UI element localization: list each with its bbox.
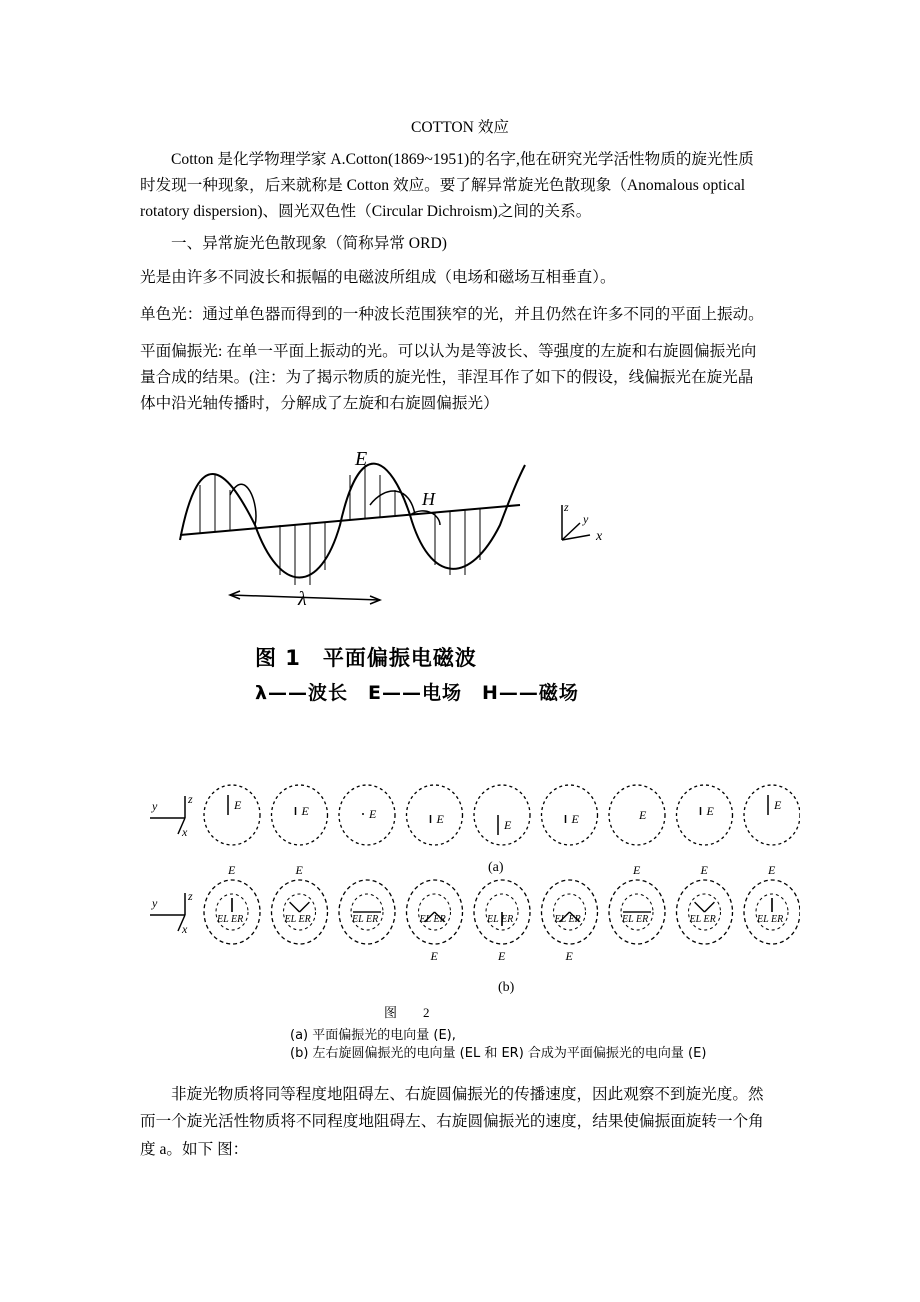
figure1-wave-diagram: [170, 445, 630, 615]
magnetic-field-wave: [230, 484, 440, 525]
vector-label-E: E: [436, 812, 444, 826]
polarization-circle: [204, 785, 260, 845]
axis-y: y: [152, 799, 158, 813]
paragraph-monochromatic: 单色光：通过单色器而得到的一种波长范围狭窄的光，并且仍然在许多不同的平面上振动。: [140, 306, 764, 323]
vector-labels-EL-ER: EL ER: [757, 914, 784, 925]
vector-label-E: E: [234, 798, 242, 812]
paragraph-plane-polarized: 量合成的结果。(注：为了揭示物质的旋光性，菲涅耳作了如下的假设，线偏振光在旋光晶: [140, 369, 754, 386]
polarization-circle: [744, 785, 800, 845]
intro-line: 时发现一种现象，后来就称是 Cotton 效应。要了解异常旋光色散现象（Anomalous optical: [140, 177, 746, 194]
axis-x: x: [182, 922, 188, 936]
figure1-legend: λ——波长 E——电场 H——磁场: [255, 682, 579, 704]
axis-z: z: [564, 500, 569, 514]
vector-label-E: E: [639, 808, 647, 822]
closing-line: 度 a。如下 图：: [140, 1141, 249, 1158]
closing-line: 而一个旋光活性物质将不同程度地阻碍左、右旋圆偏振光的速度，结果使偏振面旋转一个角: [140, 1113, 764, 1130]
axis-y: y: [583, 512, 589, 526]
polarization-circle: [272, 785, 328, 845]
vector-label-E: E: [774, 798, 782, 812]
polarization-circle: [474, 785, 530, 845]
paragraph-light: 光是由许多不同波长和振幅的电磁波所组成（电场和磁场互相垂直）。: [140, 269, 616, 286]
figure2-caption-a: (a) 平面偏振光的电向量 (E),: [290, 1028, 456, 1043]
vector-label-E: E: [504, 818, 512, 832]
EL-vector-arrow: [300, 902, 310, 912]
vector-labels-EL-ER: EL ER: [554, 914, 581, 925]
vector-label-E: E: [301, 804, 309, 818]
figure2-caption-b: (b) 左右旋圆偏振光的电向量 (EL 和 ER) 合成为平面偏振光的电向量 (E): [290, 1046, 707, 1061]
axis-z: z: [188, 792, 193, 806]
vector-labels-EL-ER: EL ER: [352, 914, 379, 925]
EL-vector-arrow: [695, 902, 705, 912]
vector-label-E: E: [700, 863, 708, 877]
vector-labels-EL-ER: EL ER: [487, 914, 514, 925]
vector-label-E: E: [498, 949, 506, 963]
vector-label-E: E: [369, 807, 377, 821]
vector-label-E: E: [565, 949, 573, 963]
axis-y: y: [152, 896, 158, 910]
paragraph-plane-polarized: 平面偏振光: 在单一平面上振动的光。可以认为是等波长、等强度的左旋和右旋圆偏振光向: [140, 343, 757, 360]
intro-line: Cotton 是化学物理学家 A.Cotton(1869~1951)的名字,他在研究光学活性物质的旋光性质: [171, 151, 754, 168]
axis-z: z: [188, 889, 193, 903]
vector-labels-EL-ER: EL ER: [217, 914, 244, 925]
polarization-circle: [407, 785, 463, 845]
figure2-part-b-label: (b): [498, 980, 515, 995]
polarization-circle: [339, 785, 395, 845]
vector-label-E: E: [768, 863, 776, 877]
polarization-circle: [609, 785, 665, 845]
paragraph-plane-polarized: 体中沿光轴传播时，分解成了左旋和右旋圆偏振光）: [140, 395, 499, 412]
vector-label-E: E: [295, 863, 303, 877]
figure2-part-a-label: (a): [488, 860, 504, 875]
polarization-circle: [542, 785, 598, 845]
axis-x: x: [182, 825, 188, 839]
vector-labels-EL-ER: EL ER: [689, 914, 716, 925]
vector-label-E: E: [571, 812, 579, 826]
label-lambda: λ: [298, 588, 307, 610]
vector-label-E: E: [706, 804, 714, 818]
polarization-circle: [677, 785, 733, 845]
ER-vector-arrow: [705, 902, 715, 912]
ER-vector-arrow: [290, 902, 300, 912]
intro-line: rotatory dispersion)、圆光双色性（Circular Dichroism)之间的关系。: [140, 203, 592, 220]
figure1-caption: 图 1 平面偏振电磁波: [255, 646, 477, 670]
vector-label-E: E: [228, 863, 236, 877]
vector-labels-EL-ER: EL ER: [419, 914, 446, 925]
vector-label-E: E: [430, 949, 438, 963]
figure2-polarization-diagram: [140, 780, 800, 980]
figure2-label: 图 2: [384, 1005, 430, 1020]
vector-labels-EL-ER: EL ER: [284, 914, 311, 925]
vector-labels-EL-ER: EL ER: [622, 914, 649, 925]
axis-x: x: [596, 529, 603, 544]
label-E: E: [355, 448, 368, 470]
document-title: COTTON 效应: [410, 119, 510, 136]
closing-line: 非旋光物质将同等程度地阻碍左、右旋圆偏振光的传播速度，因此观察不到旋光度。然: [171, 1086, 764, 1103]
section-heading: 一、异常旋光色散现象（简称异常 ORD): [171, 235, 447, 252]
vector-label-E: E: [633, 863, 641, 877]
label-H: H: [422, 489, 435, 509]
